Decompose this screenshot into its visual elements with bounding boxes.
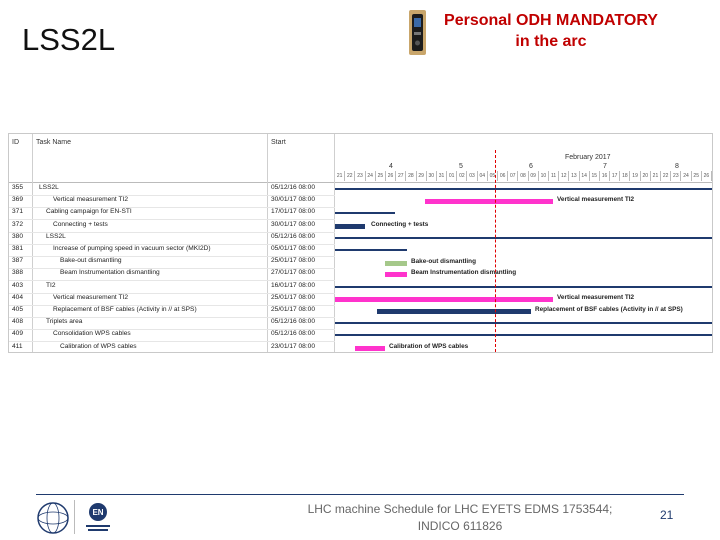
day-cell: 23 [671, 171, 681, 181]
day-cell: 09 [529, 171, 539, 181]
task-start: 05/01/17 08:00 [271, 245, 315, 252]
footer-line-1: LHC machine Schedule for LHC EYETS EDMS 1753544; [307, 502, 613, 516]
table-row[interactable] [9, 268, 335, 281]
day-cell: 25 [376, 171, 386, 181]
odh-heading [428, 10, 674, 52]
task-bar[interactable] [335, 297, 553, 302]
col-start-header: Start [271, 139, 286, 146]
task-id: 409 [12, 330, 24, 338]
day-cell: 21 [335, 171, 345, 181]
day-cell: 12 [559, 171, 569, 181]
table-row[interactable] [9, 220, 335, 233]
day-cell: 14 [580, 171, 590, 181]
task-id: 408 [12, 318, 24, 326]
table-row[interactable] [9, 342, 335, 353]
task-start: 25/01/17 08:00 [271, 293, 315, 301]
day-cell: 22 [345, 171, 355, 181]
task-name: Bake-out dismantling [60, 257, 122, 265]
task-start: 17/01/17 08:00 [271, 208, 315, 216]
page-number: 21 [660, 508, 674, 522]
day-cell: 23 [355, 171, 365, 181]
task-start: 05/12/16 08:00 [271, 330, 315, 338]
bar-label: Beam Instrumentation dismantling [411, 269, 517, 277]
task-bar[interactable] [335, 224, 365, 229]
task-name: Calibration of WPS cables [60, 342, 137, 350]
day-cell: 21 [651, 171, 661, 181]
day-cell: 22 [661, 171, 671, 181]
day-cell: 24 [681, 171, 691, 181]
day-cell: 07 [508, 171, 518, 181]
table-row[interactable] [9, 317, 335, 330]
bar-label: Connecting + tests [371, 220, 429, 228]
task-start: 05/12/16 08:00 [271, 318, 315, 326]
heading-line-1: Personal ODH MANDATORY [444, 12, 658, 29]
svg-text:EN: EN [92, 508, 104, 517]
week-number: 7 [603, 163, 607, 170]
table-row[interactable] [9, 293, 335, 306]
task-name: LSS2L [46, 232, 66, 240]
task-id: 404 [12, 293, 24, 301]
task-start: 30/01/17 08:00 [271, 196, 315, 204]
task-name: Connecting + tests [53, 220, 108, 228]
day-cell: 29 [417, 171, 427, 181]
task-bar[interactable] [425, 199, 553, 204]
task-start: 16/01/17 08:00 [271, 281, 315, 289]
day-cell: 16 [600, 171, 610, 181]
task-start: 25/01/17 08:00 [271, 257, 315, 265]
task-id: 387 [12, 257, 24, 265]
table-row[interactable] [9, 305, 335, 318]
task-name: LSS2L [39, 184, 59, 191]
day-cell: 11 [549, 171, 559, 181]
gantt-chart [8, 133, 713, 353]
day-cell: 24 [366, 171, 376, 181]
table-row[interactable] [9, 329, 335, 342]
footer-line-2: INDICO 611826 [417, 519, 503, 533]
table-row[interactable] [9, 281, 335, 294]
day-cell: 10 [539, 171, 549, 181]
task-start: 05/12/16 08:00 [271, 232, 315, 240]
table-row[interactable] [9, 207, 335, 220]
week-number: 8 [675, 163, 679, 170]
task-bar[interactable] [377, 309, 531, 314]
slide-title: LSS2L [22, 22, 116, 57]
day-cell: 31 [437, 171, 447, 181]
footer-divider [36, 494, 684, 495]
task-name: Vertical measurement TI2 [53, 196, 129, 204]
day-cell: 08 [518, 171, 528, 181]
table-row[interactable] [9, 183, 335, 196]
task-bar[interactable] [385, 272, 407, 277]
day-cell: 04 [478, 171, 488, 181]
bar-label: Calibration of WPS cables [389, 342, 469, 350]
task-start: 30/01/17 08:00 [271, 220, 315, 228]
task-bar[interactable] [355, 346, 385, 351]
day-cell: 13 [569, 171, 579, 181]
summary-bar [335, 212, 395, 214]
task-name: TI2 [46, 281, 56, 289]
day-cell: 25 [692, 171, 702, 181]
summary-bar [335, 249, 407, 251]
day-cell: 03 [467, 171, 477, 181]
bar-label: Bake-out dismantling [411, 258, 476, 266]
day-cell: 18 [620, 171, 630, 181]
bar-label: Replacement of BSF cables (Activity in // at SPS) [535, 306, 683, 313]
task-id: 355 [12, 184, 24, 191]
task-id: 388 [12, 269, 24, 277]
summary-bar [335, 237, 712, 239]
table-row[interactable] [9, 244, 335, 257]
task-start: 27/01/17 08:00 [271, 269, 315, 277]
day-cell: 26 [386, 171, 396, 181]
day-cell: 02 [457, 171, 467, 181]
day-cell: 06 [498, 171, 508, 181]
task-start: 05/12/16 08:00 [271, 184, 315, 191]
week-number: 4 [389, 163, 393, 170]
col-id-header: ID [12, 139, 19, 146]
logo-separator [74, 500, 75, 534]
bar-label: Vertical measurement TI2 [557, 196, 635, 204]
task-id: 381 [12, 245, 24, 252]
cern-logo-icon [36, 501, 70, 535]
day-cell: 20 [641, 171, 651, 181]
task-name: Cabling campaign for EN-STI [46, 208, 132, 216]
task-id: 369 [12, 196, 24, 204]
col-task-header: Task Name [36, 139, 72, 146]
day-cell: 01 [447, 171, 457, 181]
table-row[interactable] [9, 256, 335, 269]
month-label: February 2017 [565, 154, 611, 161]
bar-label: Vertical measurement TI2 [557, 293, 635, 301]
day-cell: 17 [610, 171, 620, 181]
task-name: Beam Instrumentation dismantling [60, 269, 160, 277]
task-start: 23/01/17 08:00 [271, 342, 315, 350]
task-bar[interactable] [385, 261, 407, 266]
task-name: Triplets area [46, 318, 83, 326]
task-id: 403 [12, 281, 24, 289]
task-id: 372 [12, 220, 24, 228]
today-marker-line [495, 150, 496, 352]
footer-reference [300, 501, 620, 535]
summary-bar [335, 286, 712, 288]
day-cell: 15 [590, 171, 600, 181]
table-row[interactable] [9, 195, 335, 208]
week-number: 6 [529, 163, 533, 170]
task-start: 25/01/17 08:00 [271, 306, 315, 313]
gantt-timeline [335, 134, 712, 352]
task-name: Consolidation WPS cables [53, 330, 131, 338]
day-cell: 30 [427, 171, 437, 181]
day-cell: 26 [702, 171, 712, 181]
table-row[interactable] [9, 232, 335, 245]
task-name: Replacement of BSF cables (Activity in // at SPS) [53, 306, 197, 313]
task-id: 405 [12, 306, 24, 313]
day-cell: 28 [406, 171, 416, 181]
day-cell: 05 [488, 171, 498, 181]
task-id: 371 [12, 208, 24, 216]
summary-bar [335, 334, 712, 336]
task-id: 380 [12, 232, 24, 240]
day-cell: 27 [396, 171, 406, 181]
task-name: Increase of pumping speed in vacuum sector (MKI2D) [53, 245, 211, 252]
task-name: Vertical measurement TI2 [53, 293, 129, 301]
week-number: 5 [459, 163, 463, 170]
day-cell: 19 [630, 171, 640, 181]
heading-line-2: in the arc [515, 33, 587, 50]
en-department-logo-icon [82, 501, 114, 535]
odh-detector-icon [409, 10, 426, 55]
task-id: 411 [12, 342, 23, 350]
summary-bar [335, 322, 712, 324]
summary-bar [335, 188, 712, 190]
